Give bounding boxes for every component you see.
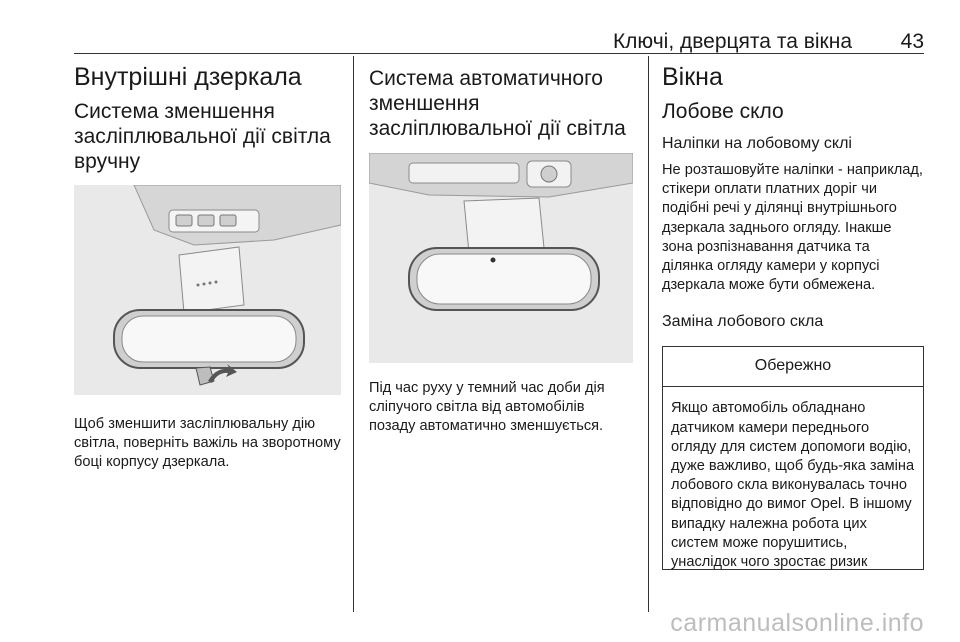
manual-dimming-figure <box>74 185 341 395</box>
section-heading: Внутрішні дзеркала <box>74 63 302 91</box>
section-heading: Вікна <box>662 63 723 91</box>
windscreen-stickers-text: Не розташовуйте наліпки - наприклад, стікери оплати платних доріг чи подібні речі у ділянці внутрішнього дзеркала заднього огляду. Інакше зона розпізнавання датчика та ділянка огляду камери у корпусі дзеркала може бути обмежена. <box>662 162 923 294</box>
subsection-heading: Система автоматичного зменшення засліплювальної дії світла <box>369 67 626 140</box>
column-divider-1 <box>353 56 354 612</box>
automatic-dimming-figure <box>369 153 633 363</box>
column-divider-2 <box>648 56 649 612</box>
windscreen-stickers-title: Наліпки на лобовому склі <box>662 135 852 152</box>
manual-dimming-text: Щоб зменшити засліплювальну дію світла, поверніть важіль на зворотному боці корпусу дзеркала. <box>74 416 341 471</box>
column-automatic-dimming <box>369 58 635 437</box>
page-header-title: Ключі, дверцята та вікна <box>612 30 852 53</box>
page-number: 43 <box>900 30 924 53</box>
column-interior-mirrors <box>74 58 342 473</box>
windscreen-replacement-title: Заміна лобового скла <box>662 313 824 331</box>
rearview-mirror-manual-tab-illustration <box>74 185 341 395</box>
caution-text: Якщо автомобіль обладнано датчиком камери переднього огляду для систем допомоги водію, дуже важливо, щоб будь-яка заміна лобового скла виконувалась точно відповідно до вимог Opel. В іншому випадку належна робота цих систем може порушитись, унаслідок чого зростає ризик <box>671 400 915 570</box>
subsection-heading: Лобове скло <box>662 100 784 123</box>
caution-title: Обережно <box>663 347 923 387</box>
header-rule <box>74 53 924 54</box>
caution-box <box>662 346 924 570</box>
watermark: carmanualsonline.info <box>670 609 924 637</box>
subsection-heading: Система зменшення засліплювальної дії світла вручну <box>74 100 331 173</box>
column-windows <box>662 58 924 570</box>
automatic-dimming-text: Під час руху у темний час доби дія сліпучого світла від автомобілів позаду автоматично зменшується. <box>369 380 605 435</box>
rearview-mirror-automatic-illustration <box>369 153 633 363</box>
